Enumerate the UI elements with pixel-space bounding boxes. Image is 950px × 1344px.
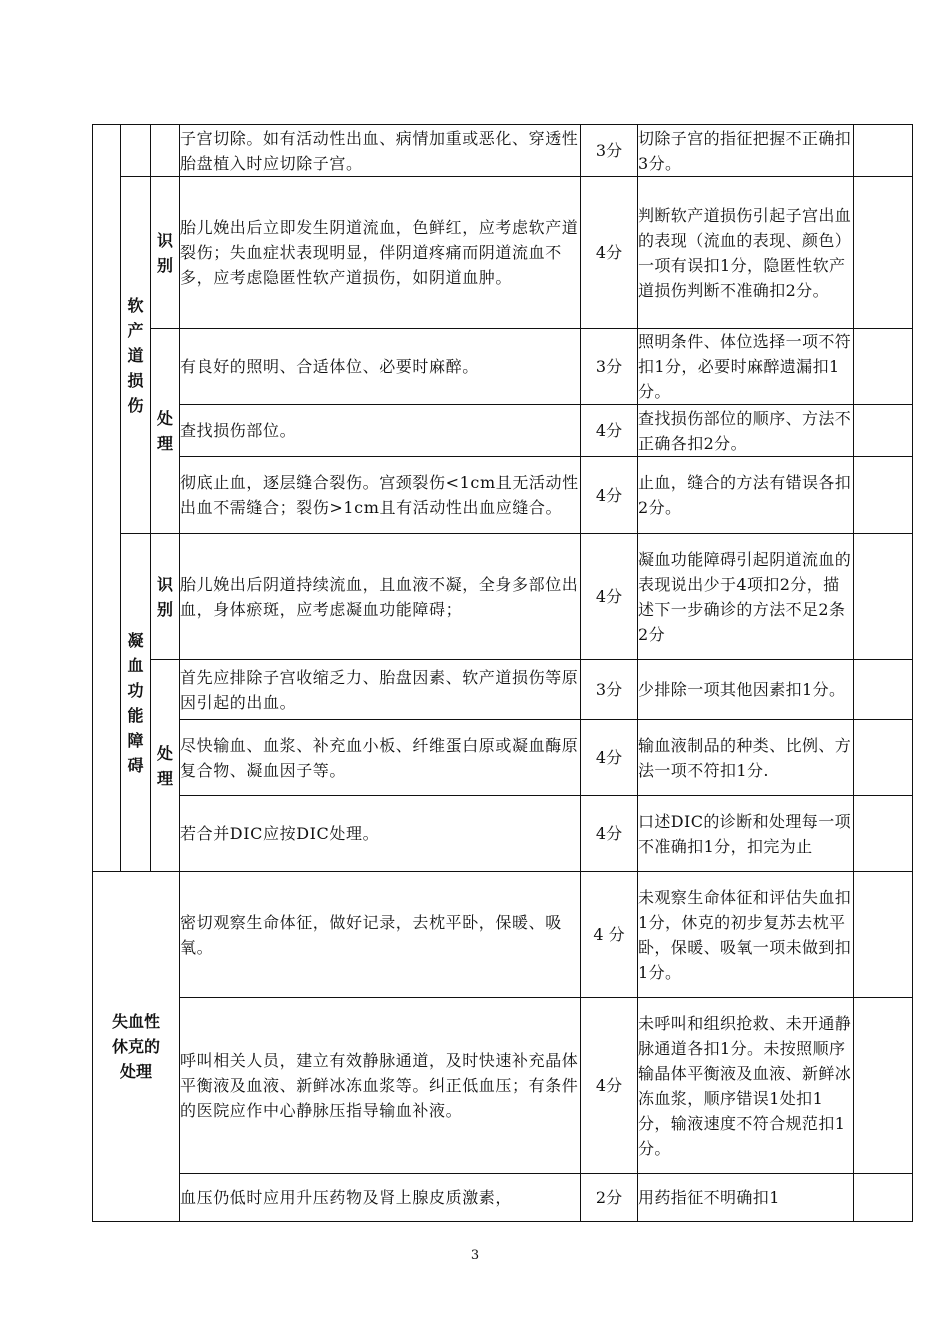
table-row: [93, 720, 913, 796]
criteria-cell: 止血，缝合的方法有错误各扣2分。: [638, 457, 854, 534]
table-row: [93, 125, 913, 177]
table-row: [93, 534, 913, 660]
category-hemorrhagic-shock: 失血性休克的处理: [93, 872, 180, 1222]
criteria-cell: 未呼叫和组织抢救、未开通静脉通道各扣1分。未按照顺序输晶体平衡液及血液、新鲜冰冻血浆，顺序错误1处扣1分，输液速度不符合规范扣1分。: [638, 998, 854, 1174]
subcategory-identify: 识别: [151, 534, 180, 660]
category-soft-tissue-injury: 软产道损伤: [121, 177, 151, 534]
deduction-cell: [854, 998, 913, 1174]
deduction-cell: [854, 720, 913, 796]
content-cell: 首先应排除子宫收缩乏力、胎盘因素、软产道损伤等原因引起的出血。: [180, 660, 581, 720]
score-cell: 3分: [581, 660, 638, 720]
table-row: [93, 998, 913, 1174]
subcategory-treat: 处理: [151, 660, 180, 872]
content-cell: 尽快输血、血浆、补充血小板、纤维蛋白原或凝血酶原复合物、凝血因子等。: [180, 720, 581, 796]
criteria-cell: 照明条件、体位选择一项不符扣1分，必要时麻醉遗漏扣1分。: [638, 329, 854, 405]
table-row: [93, 457, 913, 534]
outer-category-cell: [93, 125, 121, 872]
deduction-cell: [854, 177, 913, 329]
score-cell: 4 分: [581, 872, 638, 998]
deduction-cell: [854, 1174, 913, 1222]
score-cell: 4分: [581, 534, 638, 660]
deduction-cell: [854, 796, 913, 872]
score-cell: 4分: [581, 720, 638, 796]
content-cell: 呼叫相关人员，建立有效静脉通道，及时快速补充晶体平衡液及血液、新鲜冰冻血浆等。纠正低血压；有条件的医院应作中心静脉压指导输血补液。: [180, 998, 581, 1174]
deduction-cell: [854, 125, 913, 177]
criteria-cell: 切除子宫的指征把握不正确扣3分。: [638, 125, 854, 177]
criteria-cell: 判断软产道损伤引起子宫出血的表现（流血的表现、颜色）一项有误扣1分，隐匿性软产道损伤判断不准确扣2分。: [638, 177, 854, 329]
score-cell: 3分: [581, 329, 638, 405]
content-cell: 查找损伤部位。: [180, 405, 581, 457]
score-cell: 4分: [581, 796, 638, 872]
score-cell: 2分: [581, 1174, 638, 1222]
table-row: [93, 177, 913, 329]
table-row: [93, 796, 913, 872]
criteria-cell: 未观察生命体征和评估失血扣1分，休克的初步复苏去枕平卧，保暖、吸氧一项未做到扣1分。: [638, 872, 854, 998]
content-cell: 胎儿娩出后立即发生阴道流血，色鲜红，应考虑软产道裂伤；失血症状表现明显，伴阴道疼痛而阴道流血不多，应考虑隐匿性软产道损伤，如阴道血肿。: [180, 177, 581, 329]
subcategory-treat: 处理: [151, 329, 180, 534]
criteria-cell: 凝血功能障碍引起阴道流血的表现说出少于4项扣2分，描述下一步确诊的方法不足2条2分: [638, 534, 854, 660]
content-cell: 密切观察生命体征，做好记录，去枕平卧，保暖、吸氧。: [180, 872, 581, 998]
table-row: [93, 660, 913, 720]
table-row: [93, 329, 913, 405]
content-cell: 有良好的照明、合适体位、必要时麻醉。: [180, 329, 581, 405]
deduction-cell: [854, 329, 913, 405]
deduction-cell: [854, 872, 913, 998]
scoring-table: [92, 124, 913, 1222]
content-cell: 子宫切除。如有活动性出血、病情加重或恶化、穿透性胎盘植入时应切除子宫。: [180, 125, 581, 177]
content-cell: 若合并DIC应按DIC处理。: [180, 796, 581, 872]
score-cell: 4分: [581, 457, 638, 534]
criteria-cell: 口述DIC的诊断和处理每一项不准确扣1分，扣完为止: [638, 796, 854, 872]
criteria-cell: 输血液制品的种类、比例、方法一项不符扣1分.: [638, 720, 854, 796]
deduction-cell: [854, 405, 913, 457]
content-cell: 血压仍低时应用升压药物及肾上腺皮质激素，: [180, 1174, 581, 1222]
criteria-cell: 查找损伤部位的顺序、方法不正确各扣2分。: [638, 405, 854, 457]
content-cell: 胎儿娩出后阴道持续流血，且血液不凝，全身多部位出血，身体瘀斑，应考虑凝血功能障碍；: [180, 534, 581, 660]
subcategory-identify: 识别: [151, 177, 180, 329]
deduction-cell: [854, 534, 913, 660]
score-cell: 4分: [581, 998, 638, 1174]
deduction-cell: [854, 660, 913, 720]
score-cell: 4分: [581, 405, 638, 457]
content-cell: 彻底止血，逐层缝合裂伤。宫颈裂伤<1cm且无活动性出血不需缝合；裂伤>1cm且有活动性出血应缝合。: [180, 457, 581, 534]
deduction-cell: [854, 457, 913, 534]
score-cell: 3分: [581, 125, 638, 177]
page-number: 3: [470, 1248, 480, 1263]
table-row: [93, 1174, 913, 1222]
category-coagulation-disorder: 凝血功能障碍: [121, 534, 151, 872]
table-row: [93, 872, 913, 998]
score-cell: 4分: [581, 177, 638, 329]
subcategory-cell-continued: [151, 125, 180, 177]
criteria-cell: 少排除一项其他因素扣1分。: [638, 660, 854, 720]
criteria-cell: 用药指征不明确扣1: [638, 1174, 854, 1222]
table-row: [93, 405, 913, 457]
category-cell-continued: [121, 125, 151, 177]
